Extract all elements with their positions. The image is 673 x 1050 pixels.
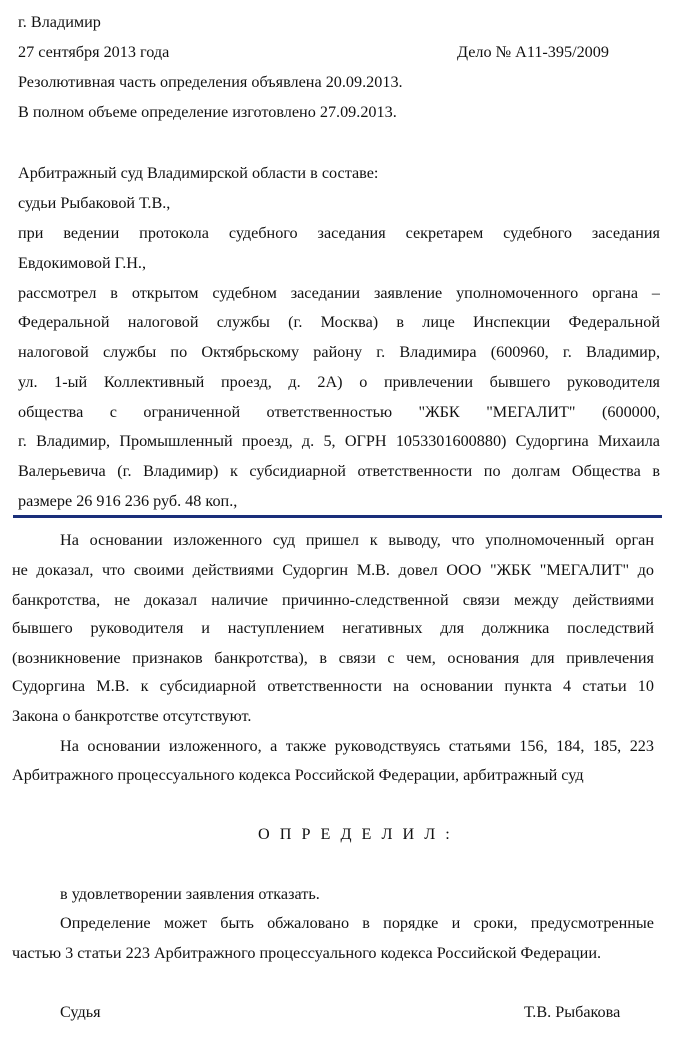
secretary-line: Евдокимовой Г.Н., xyxy=(18,254,147,272)
claim-line: рассмотрел в открытом судебном заседании заявление уполномоченного органа – xyxy=(18,284,660,302)
appeal-line: частью 3 статьи 223 Арбитражного процессуального кодекса Российской Федерации. xyxy=(12,944,602,962)
reasoning-line: На основании изложенного, а также руководствуясь статьями 156, 184, 185, 223 xyxy=(60,737,654,755)
judge-line: судьи Рыбаковой Т.В., xyxy=(18,194,171,212)
ruling-decision: в удовлетворении заявления отказать. xyxy=(60,885,320,903)
reasoning-line: банкротства, не доказал наличие причинно-следственной связи между действиями xyxy=(12,591,654,609)
claim-line: Валерьевича (г. Владимир) к субсидиарной ответственности по долгам Общества в xyxy=(18,462,660,480)
claim-line: общества с ограниченной ответственностью "ЖБК "МЕГАЛИТ" (600000, xyxy=(18,403,660,421)
reasoning-line: (возникновение признаков банкротства), в связи с чем, основания для привлечения xyxy=(12,649,654,667)
document-date: 27 сентября 2013 года xyxy=(18,43,170,61)
case-number: Дело № А11-395/2009 xyxy=(457,43,609,61)
city-line: г. Владимир xyxy=(18,13,101,31)
reasoning-line: не доказал, что своими действиями Судоргин М.В. довел ООО "ЖБК "МЕГАЛИТ" до xyxy=(12,561,654,579)
claim-line: размере 26 916 236 руб. 48 коп., xyxy=(18,492,238,510)
reasoning-line: Судоргина М.В. к субсидиарной ответственности на основании пункта 4 статьи 10 xyxy=(12,677,654,695)
claim-line: налоговой службы по Октябрьскому району г. Владимира (600960, г. Владимир, xyxy=(18,343,660,361)
claim-line: ул. 1-ый Коллективный проезд, д. 2А) о привлечении бывшего руководителя xyxy=(18,373,660,391)
reasoning-line: бывшего руководителя и наступлением негативных для должника последствий xyxy=(12,619,654,637)
signature-title: Судья xyxy=(60,1003,101,1021)
ruling-heading: О П Р Е Д Е Л И Л : xyxy=(258,825,453,843)
signature-name: Т.В. Рыбакова xyxy=(524,1003,621,1021)
section-divider xyxy=(13,515,662,518)
appeal-line: Определение может быть обжаловано в порядке и сроки, предусмотренные xyxy=(60,914,654,932)
reasoning-line: Закона о банкротстве отсутствуют. xyxy=(12,707,252,725)
reasoning-line: На основании изложенного суд пришел к выводу, что уполномоченный орган xyxy=(60,531,654,549)
reasoning-line: Арбитражного процессуального кодекса Российской Федерации, арбитражный суд xyxy=(12,766,584,784)
court-line: Арбитражный суд Владимирской области в составе: xyxy=(18,164,379,182)
full-text-note: В полном объеме определение изготовлено 27.09.2013. xyxy=(18,103,397,121)
resolution-note: Резолютивная часть определения объявлена 20.09.2013. xyxy=(18,73,403,91)
claim-line: г. Владимир, Промышленный проезд, д. 5, ОГРН 1053301600880) Судоргина Михаила xyxy=(18,432,660,450)
claim-line: Федеральной налоговой службы (г. Москва) в лице Инспекции Федеральной xyxy=(18,313,660,331)
secretary-line: при ведении протокола судебного заседания секретарем судебного заседания xyxy=(18,224,660,242)
